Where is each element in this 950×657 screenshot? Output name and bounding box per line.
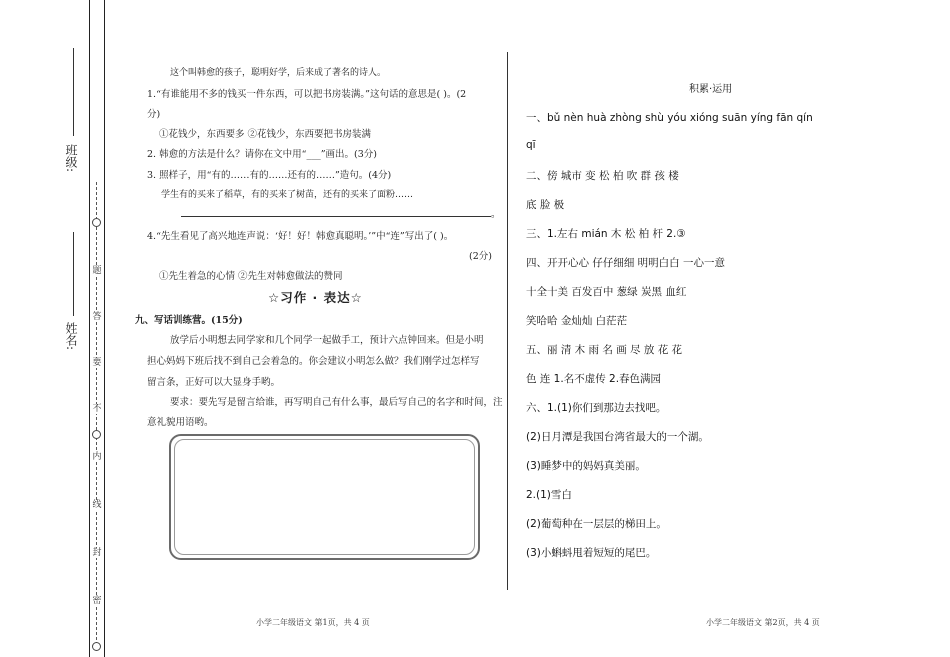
page-2-footer: 小学二年级语文 第2页，共 4 页: [706, 618, 820, 627]
question-3-period: 。: [491, 209, 501, 220]
margin-border-left: [89, 0, 90, 657]
question-9-paragraph-1a: 放学后小明想去同学家和几个同学一起做手工，预计六点钟回来。但是小明: [170, 335, 484, 346]
question-1-cont: 分): [147, 109, 161, 120]
page-1-footer: 小学二年级语文 第1页，共 4 页: [256, 618, 370, 627]
answer-line: 笑哈哈 金灿灿 白茫茫: [526, 315, 628, 327]
seal-circle-bottom: [92, 642, 101, 651]
question-9-paragraph-1b: 担心妈妈下班后找不到自己会着急的。你会建议小明怎么做？我们刚学过怎样写: [147, 356, 480, 367]
page-divider: [507, 52, 508, 590]
answer-section-title: 积累·运用: [689, 84, 733, 95]
class-underline: [73, 48, 74, 136]
seal-char: 答: [92, 312, 102, 322]
seal-circle-middle: [92, 430, 101, 439]
question-1: 1.“有谁能用不多的钱买一件东西，可以把书房装满。”这句话的意思是( )。(2: [147, 89, 467, 100]
question-4-score: (2分): [469, 251, 492, 262]
writing-box[interactable]: [169, 434, 480, 560]
answer-line: 三、1.左右 mián 木 松 柏 杆 2.③: [526, 228, 686, 240]
seal-char: 密: [92, 596, 102, 606]
seal-circle-top: [92, 218, 101, 227]
question-9-title: 九、写话训练营。(15分): [135, 315, 243, 326]
class-label: 班级:: [64, 144, 78, 173]
name-underline: [73, 232, 74, 316]
answer-line: 色 连 1.名不虚传 2.春色满园: [526, 373, 662, 385]
answer-line: (3)睡梦中的妈妈真美丽。: [526, 460, 646, 472]
seal-char: 题: [92, 266, 102, 276]
answer-line: (3)小蝌蚪甩着短短的尾巴。: [526, 547, 657, 559]
seal-char: 要: [92, 358, 102, 368]
question-3-example: 学生有的买来了稻草，有的买来了树苗，还有的买来了面粉……: [161, 190, 414, 200]
question-4-options: ①先生着急的心情 ②先生对韩愈做法的赞同: [159, 271, 343, 282]
answer-line: 一、bǔ nèn huà zhòng shù yóu xióng suān yíng fān qín: [526, 112, 813, 124]
question-4: 4.“先生看见了高兴地连声说：‘好！好！韩愈真聪明。’”中“连”写出了( )。: [147, 231, 454, 242]
answer-line: 2.(1)雪白: [526, 489, 572, 501]
question-9-requirement-b: 意礼貌用语哟。: [147, 417, 214, 428]
answer-line: (2)日月潭是我国台湾省最大的一个湖。: [526, 431, 709, 443]
margin-border-right: [104, 0, 105, 657]
answer-line: 十全十美 百发百中 葱绿 炭黑 血红: [526, 286, 687, 298]
seal-char: 封: [92, 548, 102, 558]
answer-line: 四、开开心心 仔仔细细 明明白白 一心一意: [526, 257, 726, 269]
question-3: 3. 照样子，用“有的……有的……还有的……”造句。(4分): [147, 170, 392, 181]
seal-char: 内: [92, 452, 102, 462]
answer-line: 六、1.(1)你们到那边去找吧。: [526, 402, 667, 414]
answer-line: 五、丽 清 木 雨 名 画 尽 放 花 花: [526, 344, 683, 356]
passage-intro: 这个叫韩愈的孩子，聪明好学，后来成了著名的诗人。: [170, 68, 387, 78]
seal-char: 不: [92, 404, 102, 414]
answer-line: (2)葡萄种在一层层的梯田上。: [526, 518, 667, 530]
question-2: 2. 韩愈的方法是什么？请你在文中用“___”画出。(3分): [147, 149, 378, 160]
question-1-options: ①花钱少，东西要多 ②花钱少，东西要把书房装满: [159, 129, 372, 140]
answer-line: qī: [526, 139, 536, 151]
seal-dashed-line: [96, 182, 97, 650]
answer-line: 底 脸 极: [526, 199, 565, 211]
question-3-answer-line[interactable]: [181, 216, 491, 217]
section-title: ☆习作 · 表达☆: [268, 290, 363, 305]
seal-char: 线: [92, 500, 102, 510]
question-9-requirement-a: 要求：要先写是留言给谁，再写明自己有什么事，最后写自己的名字和时间，注: [170, 397, 503, 408]
answer-line: 二、傍 城市 变 松 柏 吹 群 孩 楼: [526, 170, 679, 182]
question-9-paragraph-1c: 留言条，正好可以大显身手哟。: [147, 377, 281, 388]
name-label: 姓名:: [64, 322, 78, 351]
